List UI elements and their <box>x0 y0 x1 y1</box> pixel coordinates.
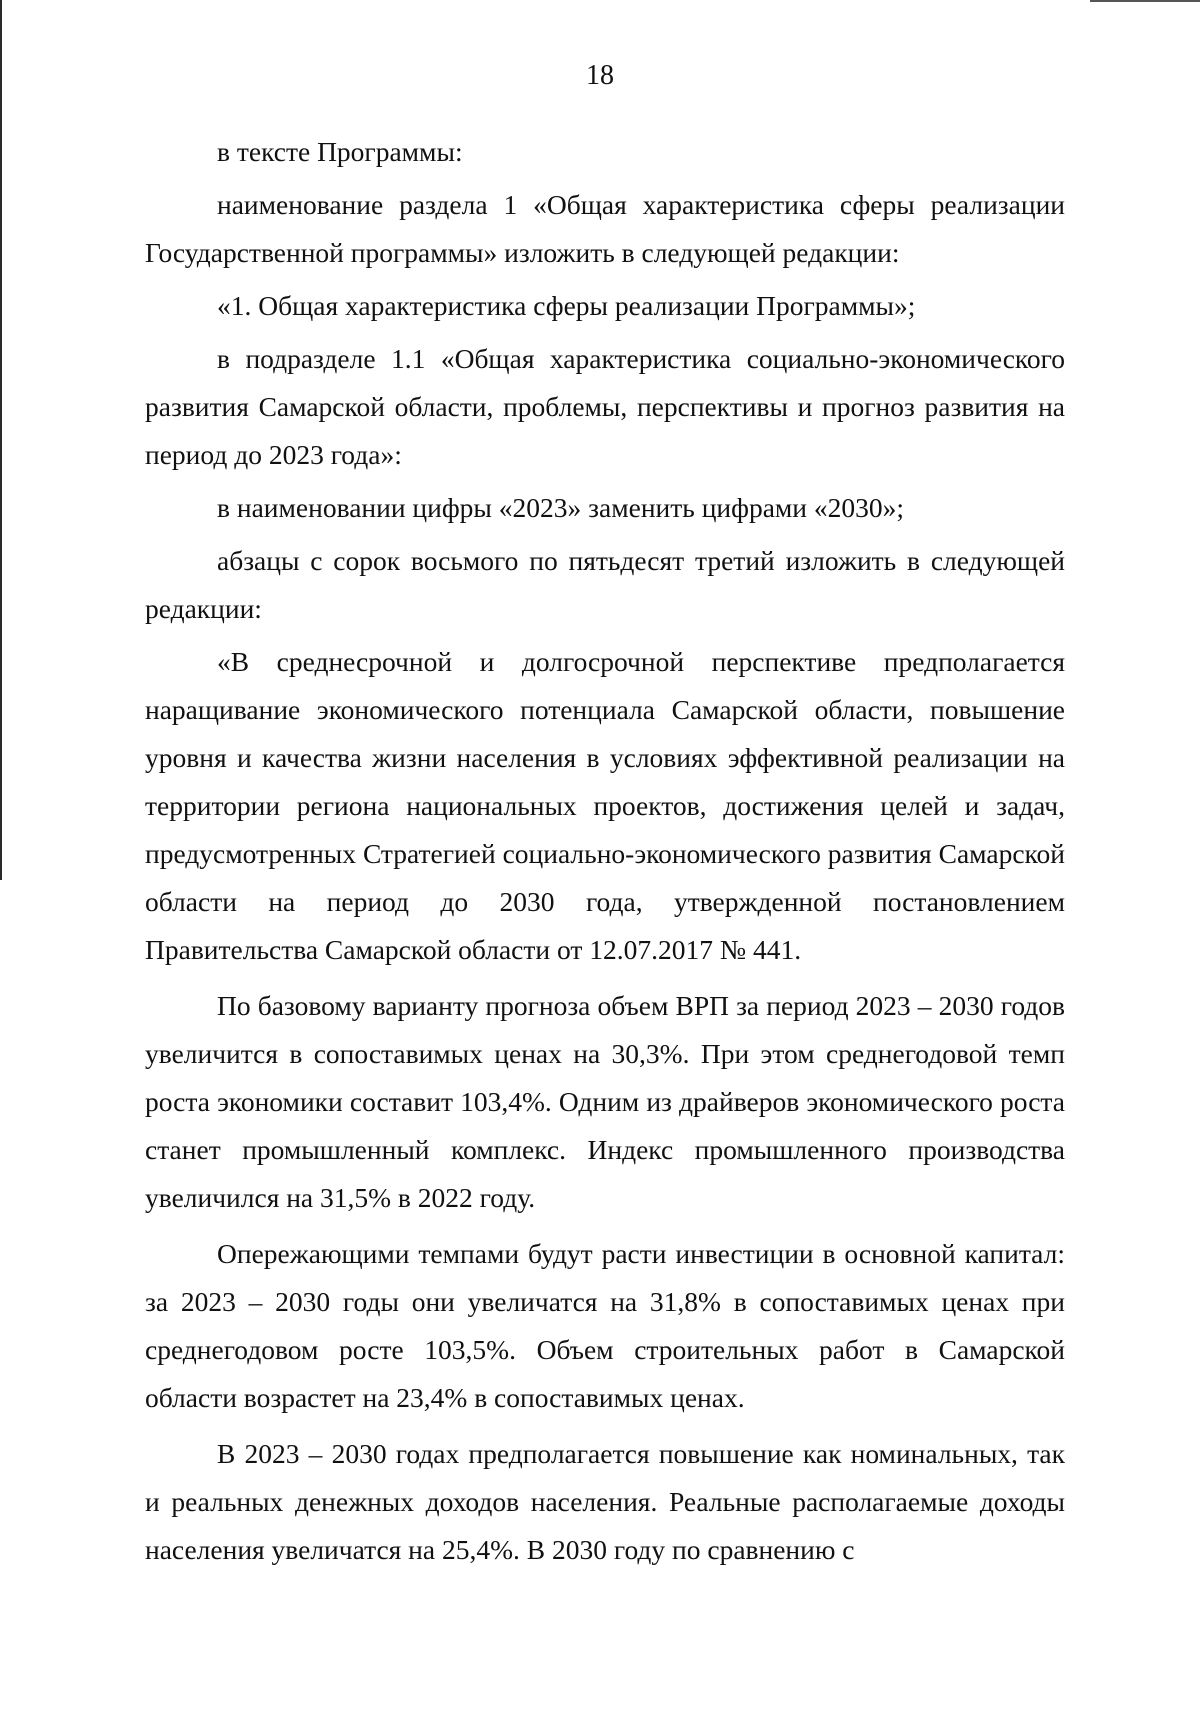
page-number: 18 <box>586 60 614 91</box>
paragraph-investment: Опережающими темпами будут расти инвестиции в основной капитал: за 2023 – 2030 годы они увеличатся на 31,8% в сопоставимых ценах при среднегодовом росте 103,5%. Объем строительных работ в Самарской области возрастет на 23,4% в сопоставимых ценах. <box>145 1238 1065 1413</box>
paragraph-year-replacement: в наименовании цифры «2023» заменить цифрами «2030»; <box>217 492 905 523</box>
paragraph-section-title-change: наименование раздела 1 «Общая характеристика сферы реализации Государственной программы» изложить в следующей редакции: <box>145 189 1065 268</box>
paragraph-new-section-title: «1. Общая характеристика сферы реализации Программы»; <box>217 290 916 321</box>
scan-left-edge <box>0 0 2 880</box>
paragraph-grp-forecast: По базовому варианту прогноза объем ВРП за период 2023 – 2030 годов увеличится в сопоставимых ценах на 30,3%. При этом среднегодовой темп роста экономики составит 103,4%. Одним из драйверов экономического роста станет промышленный комплекс. Индекс промышленного производства увеличился на 31,5% в 2022 году. <box>145 990 1065 1213</box>
scan-top-mark <box>1090 0 1200 2</box>
paragraph-abzats-instruction: абзацы с сорок восьмого по пятьдесят третий изложить в следующей редакции: <box>145 545 1065 624</box>
paragraph-intro: в тексте Программы: <box>217 136 463 167</box>
paragraph-subsection-reference: в подразделе 1.1 «Общая характеристика социально-экономического развития Самарской области, проблемы, перспективы и прогноз развития на период до 2023 года»: <box>145 343 1065 470</box>
paragraph-income: В 2023 – 2030 годах предполагается повышение как номинальных, так и реальных денежных доходов населения. Реальные располагаемые доходы населения увеличатся на 25,4%. В 2030 году по сравнению с <box>145 1438 1065 1565</box>
paragraph-outlook: «В среднесрочной и долгосрочной перспективе предполагается наращивание экономического потенциала Самарской области, повышение уровня и качества жизни населения в условиях эффективной реализации на территории региона национальных проектов, достижения целей и задач, предусмотренных Стратегией социально-экономического развития Самарской области на период до 2030 года, утвержденной постановлением Правительства Самарской области от 12.07.2017 № 441. <box>145 646 1065 965</box>
document-body <box>145 128 1065 1574</box>
